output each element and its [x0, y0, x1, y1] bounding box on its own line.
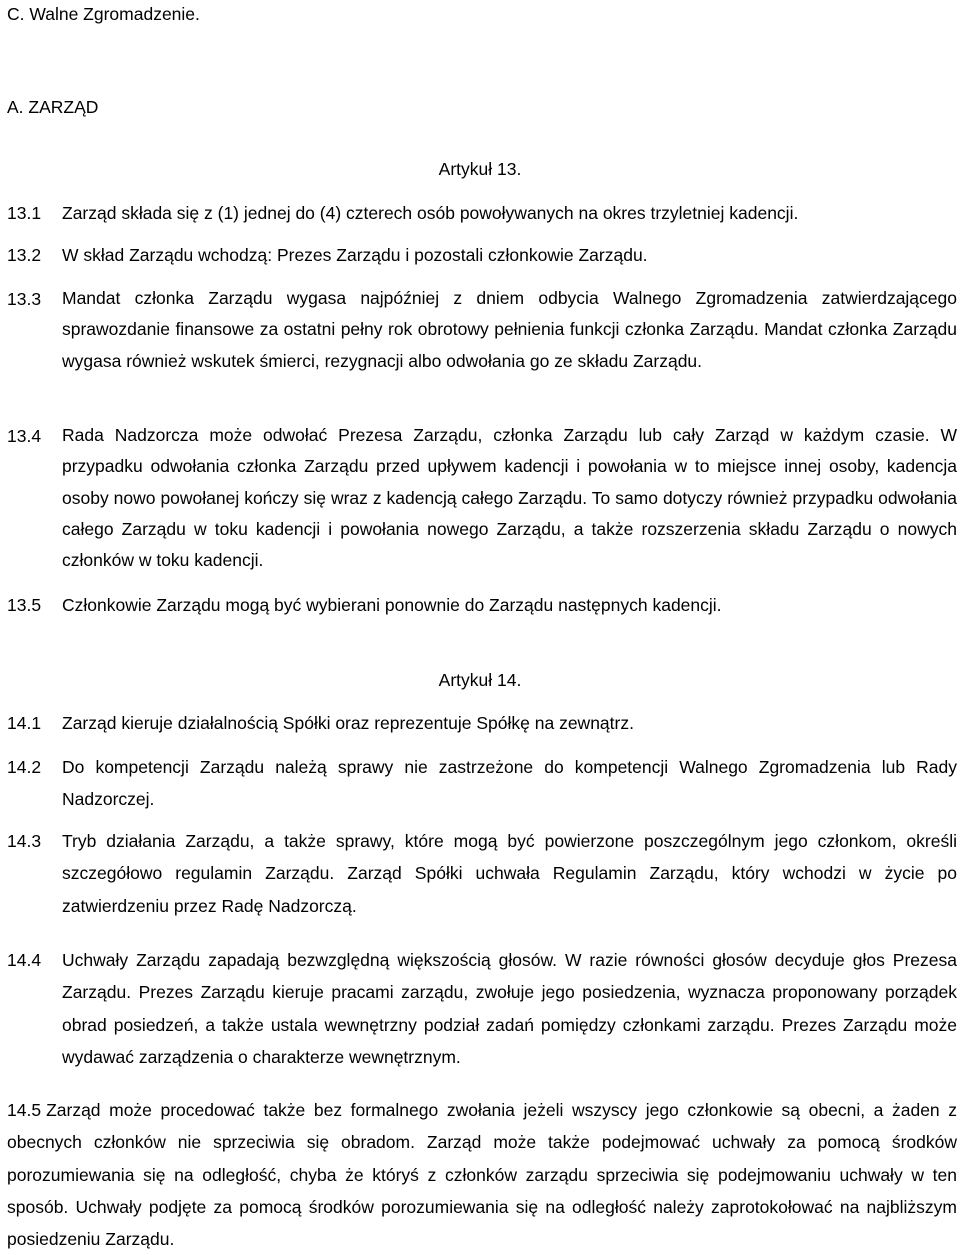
paragraph-number: 13.5 [7, 595, 42, 615]
paragraph-text: Członkowie Zarządu mogą być wybierani ponownie do Zarządu następnych kadencji. [62, 595, 722, 615]
paragraph-text: Zarząd składa się z (1) jednej do (4) czterech osób powoływanych na okres trzyletniej kadencji. [62, 203, 799, 223]
paragraph-number: 14.4 [7, 950, 42, 970]
paragraph-text: W skład Zarządu wchodzą: Prezes Zarządu i pozostali członkowie Zarządu. [62, 245, 648, 265]
paragraph-number: 13.2 [7, 245, 42, 265]
section-heading-walne-zgromadzenie: C. Walne Zgromadzenie. [7, 4, 200, 24]
paragraph-text: Tryb działania Zarządu, a także sprawy, które mogą być powierzone poszczególnym jego członkom, określi szczegółowo regulamin Zarządu. Zarząd Spółki uchwała Regulamin Zarządu, który wchodzi w życie po zatwierdzeniu przez Radę Nadzorczą. [62, 831, 957, 916]
article-13-title: Artykuł 13. [438, 159, 522, 179]
paragraph-number: 14.5 [7, 1100, 42, 1120]
paragraph-text: Zarząd kieruje działalnością Spółki oraz reprezentuje Spółkę na zewnątrz. [62, 713, 634, 733]
article-14-title: Artykuł 14. [438, 670, 522, 690]
paragraph-text: Do kompetencji Zarządu należą sprawy nie zastrzeżone do kompetencji Walnego Zgromadzenia lub Rady Nadzorczej. [62, 757, 957, 810]
paragraph-text: Zarząd może procedować także bez formalnego zwołania jeżeli wszyscy jego członkowie są obecni, a żaden z obecnych członków nie sprzeciwia się obradom. Zarząd może także podejmować uchwały za pomocą środków porozumiewania się na odległość, chyba że któryś z członków zarządu sprzeciwia się podejmowaniu uchwały w ten sposób. Uchwały podjęte za pomocą środków porozumiewania się na odległość należy zaprotokołować na najbliższym posiedzeniu Zarządu. [7, 1100, 957, 1250]
paragraph-number: 13.3 [7, 289, 42, 309]
paragraph-text: Rada Nadzorcza może odwołać Prezesa Zarządu, członka Zarządu lub cały Zarząd w każdym czasie. W przypadku odwołania członka Zarządu przed upływem kadencji i powołania w to miejsce innej osoby, kadencja osoby nowo powołanej kończy się wraz z kadencją całego Zarządu. To samo dotyczy również przypadku odwołania całego Zarządu w toku kadencji i powołania nowego Zarządu, a także rozszerzenia składu Zarządu o nowych członków w toku kadencji. [62, 425, 957, 571]
paragraph-text-with-number [7, 1094, 957, 1255]
paragraph-number: 14.3 [7, 831, 42, 851]
section-heading-zarzad: A. ZARZĄD [7, 97, 99, 117]
paragraph-number: 14.1 [7, 713, 42, 733]
paragraph-number: 13.4 [7, 426, 42, 446]
paragraph-text: Mandat członka Zarządu wygasa najpóźniej z dniem odbycia Walnego Zgromadzenia zatwierdzającego sprawozdanie finansowe za ostatni pełny rok obrotowy pełnienia funkcji członka Zarządu. Mandat członka Zarządu wygasa również wskutek śmierci, rezygnacji albo odwołania go ze składu Zarządu. [62, 288, 957, 371]
paragraph-text: Uchwały Zarządu zapadają bezwzględną większością głosów. W razie równości głosów decyduje głos Prezesa Zarządu. Prezes Zarządu kieruje pracami zarządu, zwołuje jego posiedzenia, wyznacza proponowany porządek obrad posiedzeń, a także ustala wewnętrzny podział zadań pomiędzy członkami zarządu. Prezes Zarządu może wydawać zarządzenia o charakterze wewnętrznym. [62, 950, 957, 1067]
paragraph-number: 14.2 [7, 757, 42, 777]
paragraph-number: 13.1 [7, 203, 42, 223]
